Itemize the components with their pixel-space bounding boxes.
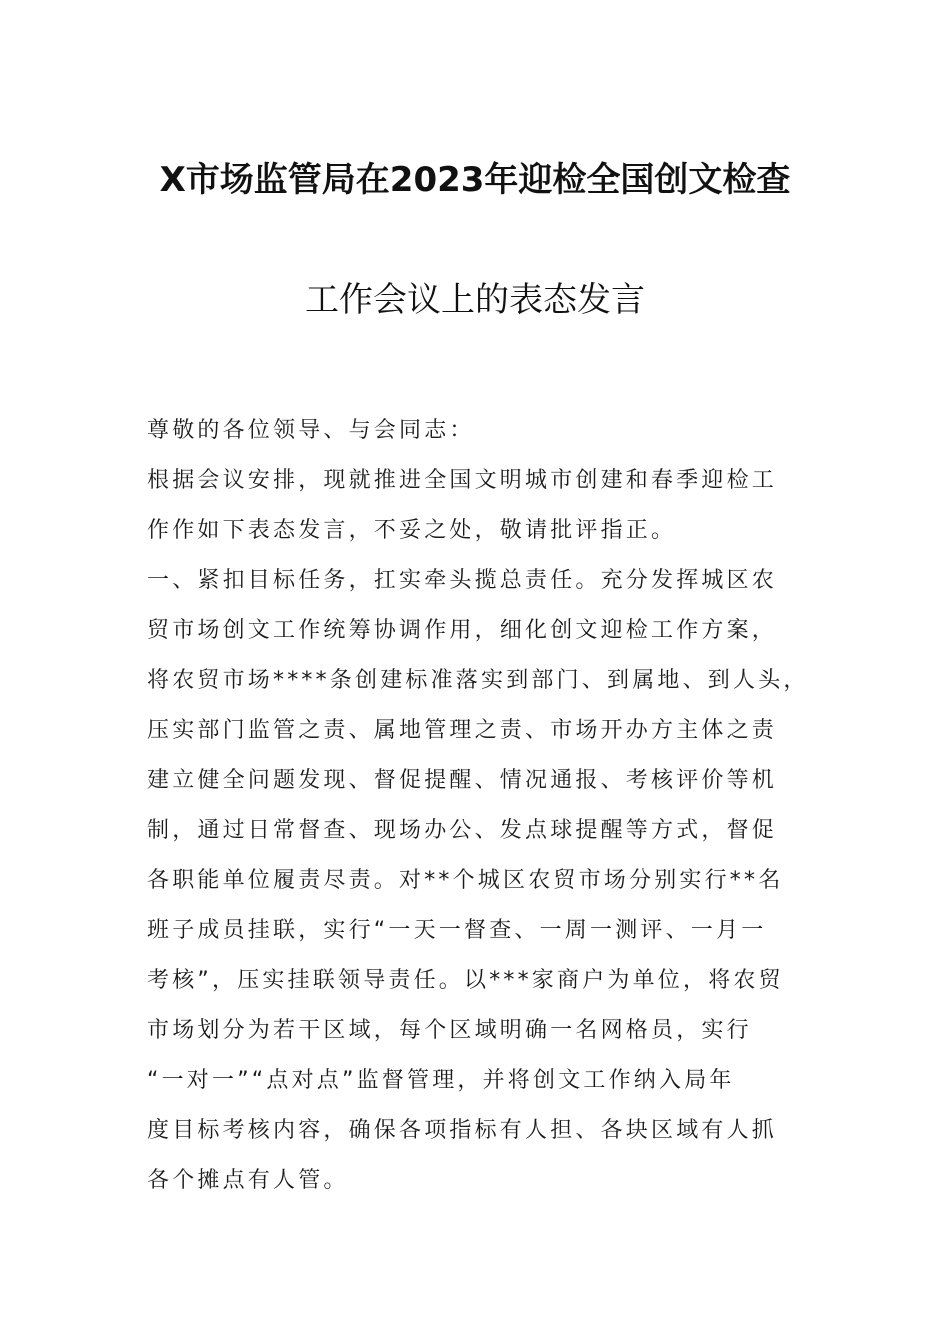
paragraph-line: 各职能单位履责尽责。对**个城区农贸市场分别实行**名 — [147, 868, 784, 893]
paragraph-line: 将农贸市场****条创建标准落实到部门、到属地、到人头， — [147, 668, 809, 693]
paragraph-line: 贸市场创文工作统筹协调作用，细化创文迎检工作方案， — [147, 618, 778, 643]
paragraph-line: 各个摊点有人管。 — [147, 1168, 349, 1193]
paragraph-line: 作作如下表态发言，不妥之处，敬请批评指正。 — [147, 518, 677, 543]
paragraph-line: 市场划分为若干区域，每个区域明确一名网格员，实行 — [147, 1018, 752, 1043]
document-title-line-1: X市场监管局在2023年迎检全国创文检查 — [159, 160, 791, 200]
paragraph-line: 根据会议安排，现就推进全国文明城市创建和春季迎检工 — [147, 468, 778, 493]
paragraph-line: 制，通过日常督查、现场办公、发点球提醒等方式，督促 — [147, 818, 778, 843]
paragraph-line: 压实部门监管之责、属地管理之责、市场开办方主体之责 — [147, 718, 778, 743]
paragraph-line: 一、紧扣目标任务，扛实牵头揽总责任。充分发挥城区农 — [147, 568, 778, 593]
paragraph-line: “一对一”“点对点”监督管理，并将创文工作纳入局年 — [147, 1068, 735, 1093]
document-title-line-2: 工作会议上的表态发言 — [305, 280, 645, 320]
paragraph-line: 度目标考核内容，确保各项指标有人担、各块区域有人抓 — [147, 1118, 778, 1143]
paragraph-line: 考核”，压实挂联领导责任。以***家商户为单位，将农贸 — [147, 968, 784, 993]
paragraph-line: 班子成员挂联，实行“一天一督查、一周一测评、一月一 — [147, 918, 767, 943]
salutation: 尊敬的各位领导、与会同志： — [147, 418, 475, 443]
paragraph-line: 建立健全问题发现、督促提醒、情况通报、考核评价等机 — [147, 768, 778, 793]
